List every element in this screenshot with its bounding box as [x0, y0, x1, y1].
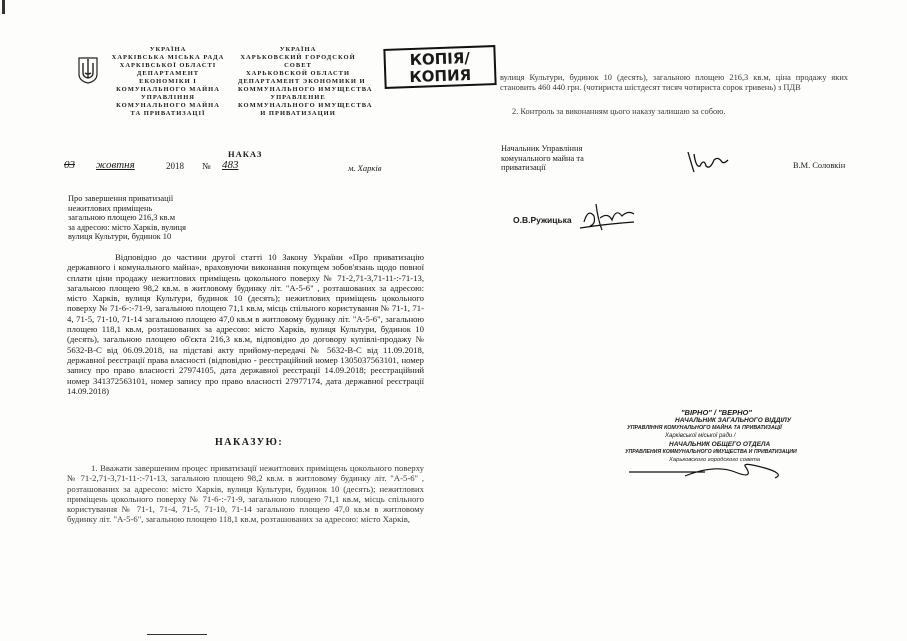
header-line: ХАРЬКОВСКОЙ ОБЛАСТИ [245, 70, 351, 77]
signer-title: Начальник Управління комунального майна та приватизації [501, 144, 584, 173]
divider [147, 634, 207, 635]
subject-line: загальною площею 216,3 кв.м [68, 213, 175, 223]
trident-icon [77, 56, 99, 84]
date-year: 2018 [166, 161, 184, 171]
executor-name: О.В.Ружицька [513, 215, 572, 225]
subject-line: за адресою: місто Харків, вулиця [68, 222, 186, 232]
header-line: КОМУНАЛЬНОГО МАЙНА [116, 102, 220, 109]
signature-mark [578, 200, 638, 236]
header-line: СОВЕТ [284, 62, 312, 69]
stamp-line: НАЧАЛЬНИК ОБЩЕГО ОТДЕЛА [669, 441, 771, 448]
order-title: НАКАЗ [228, 149, 263, 159]
header-right [238, 46, 373, 118]
order-word: НАКАЗУЮ: [215, 437, 284, 448]
header-line: ХАРЬКОВСКИЙ ГОРОДСКОЙ [240, 54, 356, 61]
header-line: УПРАВЛЕНИЕ [270, 94, 326, 101]
header-line: ХАРКІВСЬКОЇ ОБЛАСТІ [119, 62, 217, 69]
header-line: ДЕПАРТАМЕНТ ЭКОНОМИКИ И [238, 78, 366, 85]
stamp-line: НАЧАЛЬНИК ЗАГАЛЬНОГО ВІДДІЛУ [675, 417, 792, 424]
header-line: ХАРКІВСЬКА МІСЬКА РАДА [111, 54, 225, 61]
order-item-1: 1. Вважати завершеним процес приватизації нежитлових приміщень цокольного поверху № 71-2,71-3,71-11-:-71-13, загальною площею 98,2 кв.м. в житловому будинку літ. "А-5-6" , розташованих за адресою: місто Харків, вулиця Культури, будинок 10 (десять); нежитлових приміщень цокольного поверху № 71-6-:-71-9, загальною площею 71,1 кв.м, місць спільного користування № 71-1, 71-4, 71-5, 71-10, 71-14 загальною площею 47,0 кв.м в житловому будинку літ. "А-5-6", загальною площею 118,1 кв.м, розташованих за адресою: місто Харків, [67, 463, 424, 525]
header-line: УПРАВЛІННЯ [141, 94, 195, 101]
order-subject [68, 194, 228, 242]
subject-line: вулиця Культури, будинок 10 [68, 232, 172, 242]
header-line: КОМУНАЛЬНОГО МАЙНА [116, 86, 220, 93]
header-left [108, 46, 228, 118]
header-line: КОММУНАЛЬНОГО ИМУЩЕСТВА [238, 102, 373, 109]
certify-stamp [625, 408, 815, 478]
header-line: УКРАЇНА [279, 46, 317, 53]
stamp-line: "ВІРНО" / "ВЕРНО" [681, 408, 752, 417]
header-line: ДЕПАРТАМЕНТ [136, 70, 200, 77]
stamp-line: УПРАВЛЕНИЯ КОММУНАЛЬНОГО ИМУЩЕСТВА И ПРИВАТИЗАЦИИ [625, 449, 797, 455]
order-item-2: 2. Контроль за виконанням цього наказу залишаю за собою. [512, 107, 726, 116]
stamp-line: УПРАВЛІННЯ КОМУНАЛЬНОГО МАЙНА ТА ПРИВАТИЗАЦІЇ [627, 425, 782, 431]
subject-line: Про завершення приватизації [68, 194, 174, 203]
order-number: 483 [222, 159, 239, 171]
stamp-signature-mark [625, 460, 795, 482]
header-line: И ПРИВАТИЗАЦИИ [260, 110, 336, 117]
order-city: м. Харків [348, 163, 382, 173]
stamp-line: Харьковского городского совета [669, 457, 761, 463]
signer-name: В.М. Соловкін [793, 161, 846, 170]
signature-mark [684, 148, 730, 176]
header-line: КОММУНАЛЬНОГО ИМУЩЕСТВА [238, 86, 373, 93]
order-date-line [62, 159, 382, 175]
header-line: ТА ПРИВАТИЗАЦІЇ [130, 110, 206, 117]
preamble: Відповідно до частини другої статті 10 Закону України «Про приватизацію державного і комунального майна», враховуючи виконання покупцем зобов'язань щодо повної сплати ціни продажу нежитлових приміщень цокольного поверху № 71-2,71-3,71-11-:-71-13, загальною площею 98,2 кв.м. в житловому будинку літ. "А-5-6" , розташованих за адресою: місто Харків, вулиця Культури, будинок 10 (десять); нежитлових приміщень цокольного поверху № 71-6-:-71-9, загальною площею 71,1 кв.м, місць спільного користування № 71-1, 71-4, 71-5, 71-10, 71-14 загальною площею 47,0 кв.м в житловому будинку літ. "А-5-6", загальною площею 118,1 кв.м, розташованих за адресою: місто Харків, вулиця Культури, будинок 10 (десять), загальною площею об'єкта 216,3 кв.м, відповідно до договору купівлі-продажу № 5632-В-С від 06.09.2018, на підставі акту прийому-передачі № 5632-В-С від 11.09.2018, державної реєстрації права власності (відповідно - реєстраційний номер 1305037563101, номер запису про право власності 27974105, дата державної реєстрації 14.09.2018; реєстраційний номер 341372563101, номер запису про право власності 27977174, дата державної реєстрації 14.09.2018) [67, 252, 424, 396]
stamp-line: Харківської міської ради / [665, 433, 736, 439]
number-prefix: № [202, 161, 211, 171]
copy-stamp: КОПІЯ/ КОПИЯ [383, 45, 496, 89]
date-day: 03 [64, 159, 75, 171]
header-line: ЕКОНОМІКИ І [139, 78, 197, 85]
scan-mark [2, 0, 5, 14]
subject-line: нежитлових приміщень [68, 203, 153, 213]
date-month: жовтня [96, 159, 135, 171]
continuation-text: вулиця Культури, будинок 10 (десять), загальною площею 216,3 кв.м, ціна продажу яких становить 460 440 грн. (чотириста шістдесят тисяч чотириста сорок гривень) з ПДВ [500, 73, 848, 92]
header-line: УКРАЇНА [149, 46, 187, 53]
